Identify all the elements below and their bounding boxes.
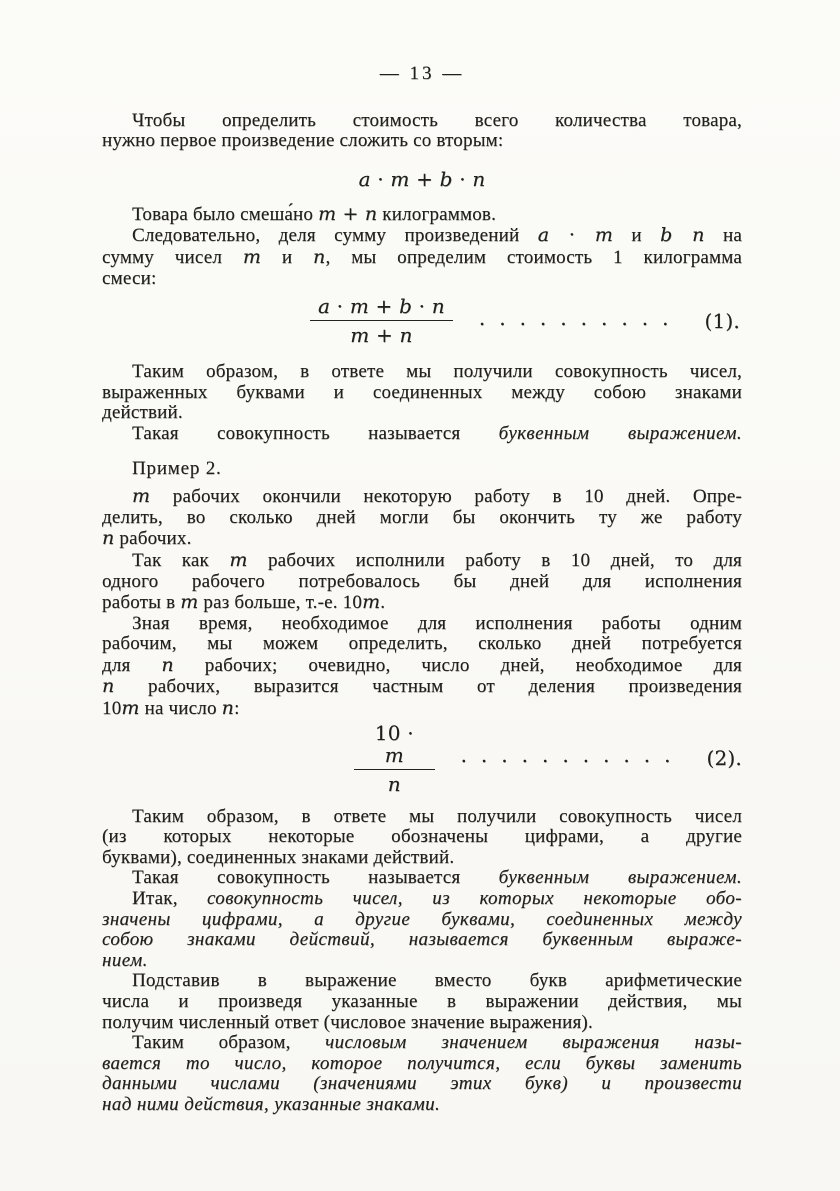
text-line xyxy=(102,1074,742,1095)
text-line xyxy=(102,992,742,1013)
math-variable: a xyxy=(537,224,550,247)
italic-term: вается то число, которое получится, если буквы заменить xyxy=(102,1052,742,1074)
text-line xyxy=(102,930,742,951)
text-segment: раз больше, т.-е. 10 xyxy=(198,592,363,614)
math-variable: m xyxy=(242,245,262,268)
math-variable: m xyxy=(350,323,370,348)
text-line xyxy=(102,592,742,614)
math-variable: n xyxy=(399,323,413,348)
text-segment: Таким образом, xyxy=(132,1032,326,1054)
math-variable: m xyxy=(121,697,140,720)
text-segment: : xyxy=(234,698,240,720)
text-segment: и xyxy=(261,246,314,268)
text-segment: рабочих. xyxy=(114,528,192,550)
text-line xyxy=(102,403,742,424)
text-line xyxy=(102,550,742,572)
text-segment: , мы определим стоимость 1 килограмма xyxy=(325,246,742,268)
math-variable: m xyxy=(180,591,199,614)
text-segment: Подставив в выражение вместо букв арифметические xyxy=(132,970,742,992)
math-variable: n xyxy=(313,245,326,268)
text-line xyxy=(102,971,742,992)
text-segment: нужно первое произведение сложить со вторым: xyxy=(102,130,504,152)
text-segment: Товара было смеша́но xyxy=(132,203,319,225)
math-operator: + xyxy=(409,166,440,191)
formula-dots: ........... xyxy=(460,743,685,768)
math-operator: · xyxy=(370,166,391,191)
fraction-denominator xyxy=(354,769,435,795)
math-operator: · xyxy=(400,720,414,745)
text-line xyxy=(102,424,742,445)
text-segment: Такая совокупность называется xyxy=(132,867,499,889)
text-segment: рабочих окончили некоторую работу в 10 дней. Опре- xyxy=(150,486,742,508)
math-variable: n xyxy=(431,294,445,319)
math-expression xyxy=(359,168,486,190)
math-variable: n xyxy=(364,202,378,225)
text-segment: (из которых некоторые обозначены цифрами, а другие xyxy=(102,826,742,848)
text-segment: рабочим, мы можем определить, сколько дней потребуется xyxy=(102,633,742,655)
paragraph-3 xyxy=(102,225,742,289)
italic-term: над ними действия, указанные знаками. xyxy=(102,1093,441,1115)
text-line xyxy=(102,807,742,828)
text-segment: работы в xyxy=(102,592,181,614)
text-segment: Пример 2. xyxy=(132,457,222,479)
math-operator: + xyxy=(369,323,400,348)
formula-label: (2). xyxy=(706,746,742,771)
text-line xyxy=(102,827,742,848)
text-segment: и xyxy=(613,225,661,247)
text-segment: . xyxy=(380,592,386,614)
text-segment: сумму чисел xyxy=(102,246,243,268)
text-segment: Так как xyxy=(132,549,230,571)
italic-term: значены цифрами, а другие буквами, соединенных между xyxy=(102,908,742,930)
math-variable: a xyxy=(318,294,331,319)
formula-am-bn xyxy=(102,168,742,190)
text-segment: Такая совокупность называется xyxy=(132,422,499,444)
text-segment: действий. xyxy=(102,402,183,424)
text-segment: получим численный ответ (числовое значение выражения). xyxy=(102,1011,593,1033)
text-line xyxy=(102,572,742,593)
italic-term: данными числами (значениями этих букв) и произвести xyxy=(102,1073,742,1095)
text-line xyxy=(102,269,742,290)
math-variable: b xyxy=(399,294,413,319)
paragraph-13 xyxy=(102,1033,742,1115)
text-line xyxy=(102,614,742,635)
math-operator: · xyxy=(330,294,350,319)
paragraph-9 xyxy=(102,807,742,869)
text-segment: числа и произведя указанные в выражении действия, мы xyxy=(102,991,742,1012)
math-operator: · xyxy=(452,166,473,191)
formula-2 xyxy=(102,722,742,795)
text-segment: рабочих, выразится частным от деления произведения xyxy=(114,676,742,698)
math-operator: + xyxy=(368,294,400,319)
text-segment: для xyxy=(102,654,162,676)
text-line xyxy=(102,1095,742,1116)
page-content xyxy=(102,111,742,1116)
italic-term: собою знаками действий, называется буквенным выраже- xyxy=(102,929,742,951)
math-variable: n xyxy=(161,653,174,676)
paragraph-6 xyxy=(102,486,742,550)
formula-label: (1). xyxy=(704,308,740,333)
italic-term: совокупность чисел, из которых некоторые обо- xyxy=(206,888,742,910)
text-segment: Таким образом, в ответе мы получили совокупность чисел xyxy=(132,805,742,827)
text-line xyxy=(102,362,742,383)
text-line xyxy=(102,655,742,677)
text-line xyxy=(102,247,742,269)
text-segment: буквами), соединенных знаками действий. xyxy=(102,846,455,868)
math-variable: n xyxy=(387,771,401,796)
formula-1 xyxy=(102,295,742,346)
text-line xyxy=(102,1033,742,1054)
text-segment: на число xyxy=(139,698,222,720)
text-line xyxy=(102,111,742,132)
text-line xyxy=(102,951,742,972)
text-line xyxy=(102,1054,742,1075)
italic-term: буквенным выражением. xyxy=(498,867,742,889)
math-operator: + xyxy=(336,202,365,225)
text-segment: выраженных буквами и соединенных между собою знаками xyxy=(102,381,742,403)
text-segment: Чтобы определить стоимость всего количества товара, xyxy=(132,109,742,131)
text-line xyxy=(102,383,742,404)
paragraph-2 xyxy=(102,204,742,226)
math-variable: m xyxy=(390,166,410,191)
text-segment: Итак, xyxy=(132,888,207,910)
math-variable: b n xyxy=(660,224,705,247)
text-segment: Следовательно, деля сумму произведений xyxy=(132,225,538,247)
italic-term: числовым значением выражения назы- xyxy=(325,1032,742,1054)
math-variable: n xyxy=(221,697,235,720)
math-variable: m xyxy=(362,591,381,614)
text-segment: рабочих исполнили работу в 10 дней, то для xyxy=(247,549,742,571)
paragraph-10 xyxy=(102,868,742,889)
formula-dots: .......... xyxy=(478,305,683,330)
math-operator: 10 xyxy=(374,720,401,745)
text-line xyxy=(102,528,742,550)
text-line xyxy=(102,225,742,247)
paragraph-11 xyxy=(102,889,742,971)
text-line xyxy=(102,1013,742,1034)
math-variable: n xyxy=(102,675,115,698)
fraction-numerator xyxy=(310,295,453,320)
text-line xyxy=(102,204,742,226)
math-operator: · xyxy=(549,224,595,247)
text-segment: Зная время, необходимое для исполнения работы одним xyxy=(132,612,742,634)
math-operator: · xyxy=(412,294,432,319)
paragraph-7 xyxy=(102,550,742,614)
math-variable: b xyxy=(439,166,453,191)
text-line xyxy=(102,131,742,152)
fraction-numerator xyxy=(354,722,435,769)
paragraph-8 xyxy=(102,614,742,720)
italic-term: буквенным выражением. xyxy=(498,422,742,444)
math-variable: m xyxy=(594,224,614,247)
paragraph-4 xyxy=(102,362,742,424)
paragraph-12 xyxy=(102,971,742,1033)
page-number: — 13 — xyxy=(379,63,465,84)
math-variable: m xyxy=(132,485,151,508)
math-variable: m xyxy=(229,548,248,571)
paragraph-1 xyxy=(102,111,742,152)
math-variable: n xyxy=(472,166,486,191)
text-line xyxy=(102,848,742,869)
math-variable: n xyxy=(102,527,115,550)
text-line xyxy=(102,698,742,720)
text-line xyxy=(102,889,742,910)
paragraph-5 xyxy=(102,424,742,445)
text-line xyxy=(102,486,742,508)
text-segment: смеси: xyxy=(102,267,157,289)
math-variable: m xyxy=(349,294,369,319)
text-segment: на xyxy=(704,225,742,247)
text-segment: рабочих; очевидно, число дней, необходимое для xyxy=(173,654,742,676)
math-variable: a xyxy=(358,166,371,191)
math-variable: m xyxy=(384,742,404,767)
text-segment: 10 xyxy=(102,698,122,720)
text-line xyxy=(102,868,742,889)
math-variable: m xyxy=(318,202,337,225)
text-segment: килограммов. xyxy=(377,203,497,225)
fraction xyxy=(354,722,435,795)
example-2-heading xyxy=(102,459,742,480)
text-line xyxy=(102,676,742,698)
text-segment: Таким образом, в ответе мы получили совокупность чисел, xyxy=(132,361,742,383)
fraction-denominator xyxy=(310,320,453,346)
text-line xyxy=(102,634,742,655)
text-line xyxy=(102,910,742,931)
text-segment: делить, во сколько дней могли бы окончить ту же работу xyxy=(102,506,742,528)
text-segment: одного рабочего потребовалось бы дней для исполнения xyxy=(102,570,742,592)
text-line xyxy=(102,508,742,529)
italic-term: нием. xyxy=(102,949,148,971)
fraction xyxy=(310,295,453,346)
